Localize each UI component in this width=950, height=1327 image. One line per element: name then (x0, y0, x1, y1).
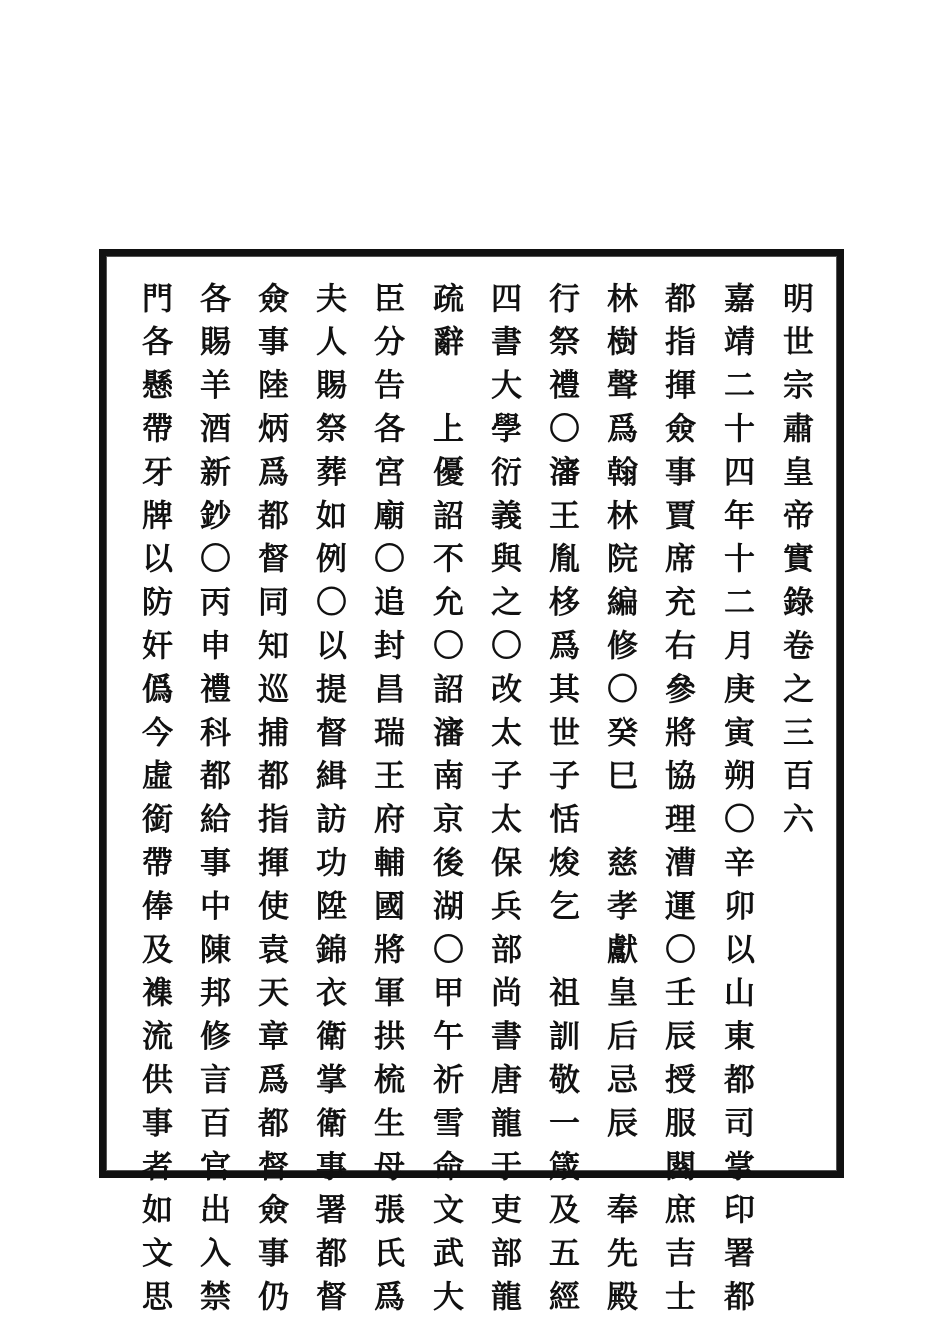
text-column-11: 各賜羊酒新鈔〇丙申禮科都給事中陳邦修言百官出入禁 (194, 282, 230, 1324)
text-column-1-title: 明世宗肅皇帝實錄卷之三百六 (777, 282, 813, 847)
text-column-4: 林樹聲爲翰林院編修〇癸巳 慈孝獻皇后忌辰 奉先殿 (601, 282, 637, 1324)
text-column-5: 行祭禮〇瀋王胤栘爲其世子恬焌乞 祖訓敬一箴及五經 (543, 282, 579, 1324)
text-column-2: 嘉靖二十四年十二月庚寅朔〇辛卯以山東都司掌印署都 (718, 282, 754, 1324)
text-column-12: 門各懸帶牙牌以防奸僞今虛銜帶俸及襍流供事者如文思 (136, 282, 172, 1324)
text-column-8: 臣分告各宮廟〇追封昌瑞王府輔國將軍拱梳生母張氏爲 (368, 282, 404, 1324)
text-column-3: 都指揮僉事賈席充右參將協理漕運〇壬辰授服闋庶吉士 (659, 282, 695, 1324)
text-column-10: 僉事陸炳爲都督同知巡捕都指揮使袁天章爲都督僉事仍 (252, 282, 288, 1324)
text-column-6: 四書大學衍義與之〇改太子太保兵部尚書唐龍于吏部龍 (485, 282, 521, 1324)
text-column-7: 疏辭 上優詔不允〇詔瀋南京後湖〇甲午祈雪命文武大 (427, 282, 463, 1324)
text-column-9: 夫人賜祭葬如例〇以提督緝訪功陞錦衣衛掌衛事署都督 (310, 282, 346, 1324)
